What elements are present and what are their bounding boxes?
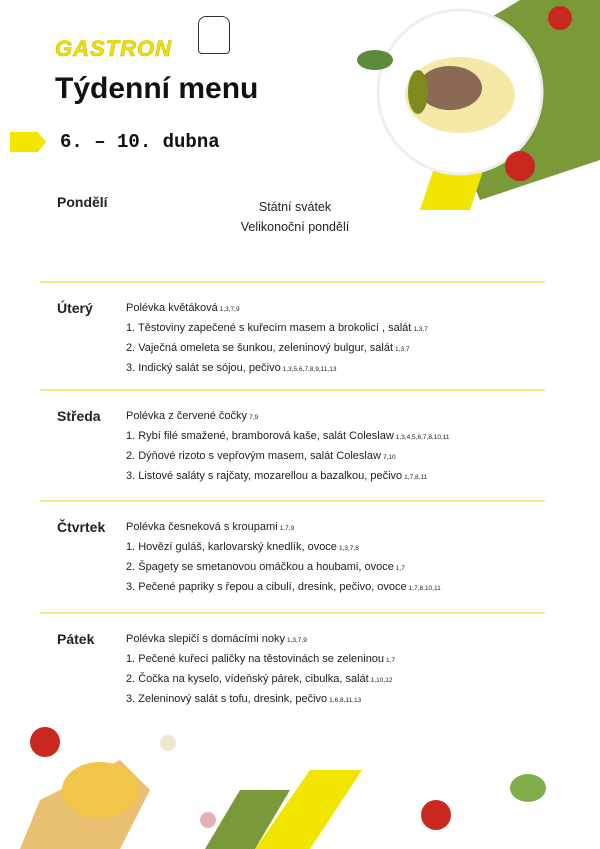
item-text: 1. Hovězí guláš, karlovarský knedlík, ovoce	[126, 541, 337, 553]
basil-icon	[510, 774, 546, 802]
meal-item	[126, 467, 450, 487]
pasta-icon	[62, 762, 138, 818]
allergens: 1,3,7,9	[286, 637, 307, 644]
meal-item	[126, 578, 441, 598]
item-text: 2. Špagety se smetanovou omáčkou a houbami, ovoce	[126, 561, 394, 573]
tomato-icon	[421, 800, 451, 830]
tomato-icon	[548, 6, 572, 30]
allergens: 1,3,7	[413, 326, 428, 333]
day-label-friday: Pátek	[57, 631, 95, 647]
item-text: Polévka česneková s kroupami	[126, 521, 278, 533]
chef-icon	[198, 16, 230, 54]
item-text: 2. Dýňové rizoto s vepřovým masem, salát Coleslaw	[126, 450, 381, 462]
allergens: 1,3,7,9	[219, 306, 240, 313]
meal-item	[126, 558, 441, 578]
holiday-line: Státní svátek	[258, 200, 332, 214]
item-text: 2. Čočka na kyselo, vídeňský párek, cibulka, salát	[126, 673, 369, 685]
divider	[40, 500, 545, 502]
soup-item	[126, 630, 395, 650]
garlic-icon	[200, 812, 216, 828]
item-text: Polévka z červené čočky	[126, 410, 248, 422]
allergens: 1,7,8,10,11	[408, 585, 441, 592]
meal-item	[126, 359, 428, 379]
holiday-line: Velikonoční pondělí	[240, 220, 350, 234]
soup-item	[126, 518, 441, 538]
item-text: Polévka slepičí s domácími noky	[126, 633, 285, 645]
allergens: 7,10	[382, 454, 396, 461]
meal-item	[126, 538, 441, 558]
page-title: Týdenní menu	[55, 72, 259, 105]
item-text: 3. Zeleninový salát s tofu, dresink, pečivo	[126, 693, 328, 705]
date-range: 6. – 10. dubna	[60, 131, 220, 153]
allergens: 1,7	[395, 565, 405, 572]
meal-item	[126, 650, 395, 670]
day-label-tuesday: Úterý	[57, 300, 93, 316]
day-label-thursday: Čtvrtek	[57, 519, 106, 535]
item-text: 1. Pečené kuřecí paličky na těstovinách se zeleninou	[126, 653, 385, 665]
item-text: 1. Rybí filé smažené, bramborová kaše, salát Coleslaw	[126, 430, 394, 442]
divider	[40, 389, 545, 391]
meal-item	[126, 447, 450, 467]
holiday-note	[210, 197, 380, 237]
soup-item	[126, 299, 428, 319]
meal-item	[126, 319, 428, 339]
day-menu-thursday	[126, 518, 441, 598]
allergens: 1,3,4,5,6,7,8,10,11	[395, 434, 450, 441]
divider	[40, 612, 545, 614]
allergens: 1,3,7,8	[338, 545, 359, 552]
brand-logo: GASTRON	[55, 36, 172, 61]
item-text: Polévka květáková	[126, 302, 218, 314]
tomato-icon	[30, 727, 60, 757]
day-menu-wednesday	[126, 407, 450, 487]
meal-item	[126, 670, 395, 690]
item-text: 3. Pečené papriky s řepou a cibulí, dresink, pečivo, ovoce	[126, 581, 407, 593]
date-arrow	[10, 132, 46, 152]
meal-item	[126, 690, 395, 710]
item-text: 1. Těstoviny zapečené s kuřecím masem a brokolicí , salát	[126, 322, 412, 334]
allergens: 1,7	[386, 657, 396, 664]
allergens: 1,3,7	[395, 346, 410, 353]
tomato-icon	[505, 151, 535, 181]
item-text: 2. Vaječná omeleta se šunkou, zeleninový bulgur, salát	[126, 342, 394, 354]
day-menu-friday	[126, 630, 395, 710]
divider	[40, 281, 545, 283]
allergens: 1,3,5,6,7,8,9,11,13	[282, 366, 337, 373]
item-text: 3. Listové saláty s rajčaty, mozarellou a bazalkou, pečivo	[126, 470, 403, 482]
day-label-wednesday: Středa	[57, 408, 101, 424]
allergens: 7,9	[249, 414, 259, 421]
pickle-icon	[408, 70, 428, 114]
allergens: 1,10,12	[370, 677, 393, 684]
day-label-monday: Pondělí	[57, 194, 108, 210]
item-text: 3. Indický salát se sójou, pečivo	[126, 362, 281, 374]
mushroom-icon	[160, 735, 176, 751]
soup-item	[126, 407, 450, 427]
allergens: 1,7,9	[279, 525, 295, 532]
meal-item	[126, 427, 450, 447]
allergens: 1,7,8,11	[404, 474, 428, 481]
allergens: 1,6,8,11,13	[329, 697, 362, 704]
day-menu-tuesday	[126, 299, 428, 379]
basil-icon	[357, 50, 393, 70]
meal-item	[126, 339, 428, 359]
